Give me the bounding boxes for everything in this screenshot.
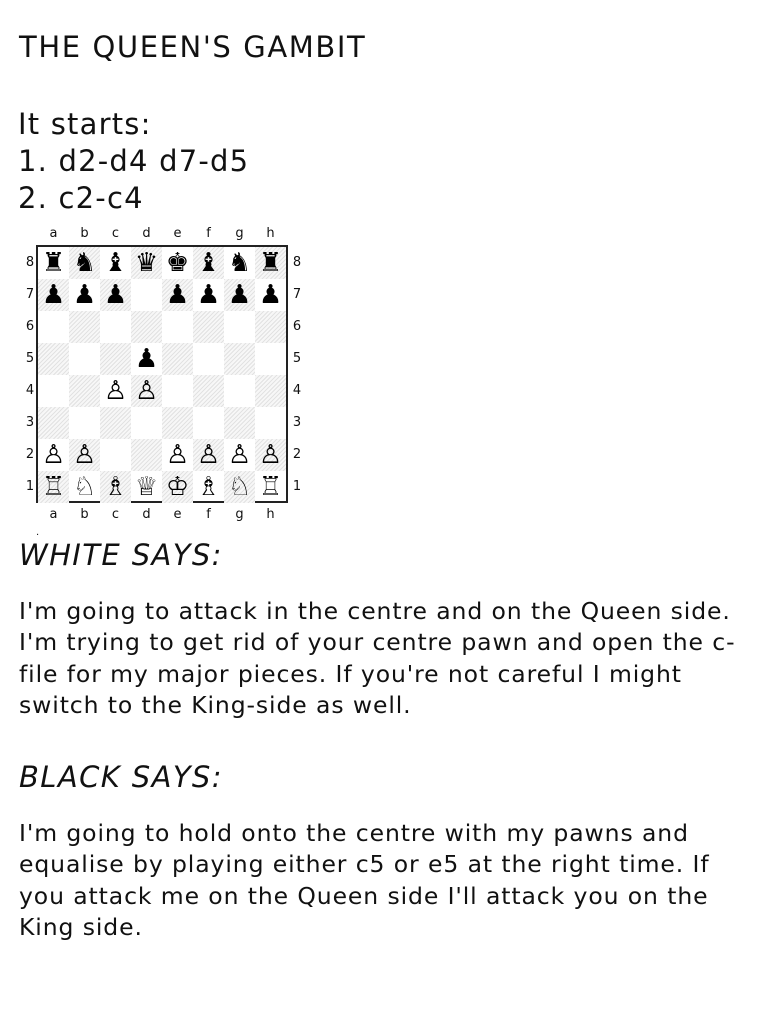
white-pawn-icon: ♙ [103, 376, 128, 406]
white-pawn-icon: ♙ [41, 440, 66, 470]
file-label-f-bottom: f [206, 507, 211, 522]
square-b4 [69, 375, 100, 407]
square-e1 [162, 471, 193, 503]
white-queen-icon: ♕ [134, 472, 159, 502]
square-d4 [131, 375, 162, 407]
rank-label-1-left: 1 [25, 479, 35, 494]
square-e5 [162, 343, 193, 375]
black-queen-icon: ♛ [134, 248, 159, 278]
black-pawn-icon: ♟ [165, 280, 190, 310]
rank-label-4-left: 4 [25, 383, 35, 398]
square-a1 [38, 471, 69, 503]
white-says-heading: WHITE SAYS: [19, 538, 223, 572]
file-label-h-top: h [266, 226, 275, 241]
square-d1 [131, 471, 162, 503]
square-e2 [162, 439, 193, 471]
file-label-a-bottom: a [49, 507, 58, 522]
file-label-c-top: c [111, 226, 120, 241]
black-rook-icon: ♜ [258, 248, 283, 278]
square-a2 [38, 439, 69, 471]
intro-line: It starts: [18, 107, 152, 141]
black-says-heading: BLACK SAYS: [19, 760, 223, 794]
black-bishop-icon: ♝ [196, 248, 221, 278]
square-g2 [224, 439, 255, 471]
square-d3 [131, 407, 162, 439]
square-b3 [69, 407, 100, 439]
square-a3 [38, 407, 69, 439]
rank-label-2-left: 2 [25, 447, 35, 462]
square-g8 [224, 247, 255, 279]
square-c3 [100, 407, 131, 439]
square-g1 [224, 471, 255, 503]
square-c6 [100, 311, 131, 343]
square-h4 [255, 375, 286, 407]
square-b5 [69, 343, 100, 375]
white-pawn-icon: ♙ [134, 376, 159, 406]
file-label-f-top: f [206, 226, 211, 241]
file-label-e-bottom: e [173, 507, 182, 522]
square-d6 [131, 311, 162, 343]
square-c7 [100, 279, 131, 311]
square-g4 [224, 375, 255, 407]
square-d5 [131, 343, 162, 375]
black-rook-icon: ♜ [41, 248, 66, 278]
black-pawn-icon: ♟ [103, 280, 128, 310]
square-h7 [255, 279, 286, 311]
square-e3 [162, 407, 193, 439]
file-label-a-top: a [49, 226, 58, 241]
white-pawn-icon: ♙ [258, 440, 283, 470]
black-pawn-icon: ♟ [72, 280, 97, 310]
square-e7 [162, 279, 193, 311]
rank-label-1-right: 1 [292, 479, 302, 494]
rank-label-7-right: 7 [292, 287, 302, 302]
square-d7 [131, 279, 162, 311]
square-f4 [193, 375, 224, 407]
file-label-d-bottom: d [142, 507, 151, 522]
square-f8 [193, 247, 224, 279]
square-f3 [193, 407, 224, 439]
white-knight-icon: ♘ [227, 472, 252, 502]
black-says-text: I'm going to hold onto the centre with my pawns and equalise by playing either c5 or e5 at the right time. If you attack me on the Queen side I'll attack you on the King side. [19, 819, 710, 941]
square-c5 [100, 343, 131, 375]
rank-label-8-left: 8 [25, 255, 35, 270]
square-d8 [131, 247, 162, 279]
square-f2 [193, 439, 224, 471]
square-f5 [193, 343, 224, 375]
square-g3 [224, 407, 255, 439]
square-f6 [193, 311, 224, 343]
square-h6 [255, 311, 286, 343]
file-label-g-bottom: g [235, 507, 244, 522]
square-a7 [38, 279, 69, 311]
square-h1 [255, 471, 286, 503]
square-b8 [69, 247, 100, 279]
square-c4 [100, 375, 131, 407]
white-king-icon: ♔ [165, 472, 190, 502]
rank-label-6-right: 6 [292, 319, 302, 334]
rank-label-4-right: 4 [292, 383, 302, 398]
black-pawn-icon: ♟ [258, 280, 283, 310]
white-bishop-icon: ♗ [196, 472, 221, 502]
white-knight-icon: ♘ [72, 472, 97, 502]
white-pawn-icon: ♙ [72, 440, 97, 470]
chess-diagram [18, 225, 308, 525]
square-f7 [193, 279, 224, 311]
file-label-h-bottom: h [266, 507, 275, 522]
white-pawn-icon: ♙ [227, 440, 252, 470]
opening-moves [18, 106, 249, 217]
file-label-g-top: g [235, 226, 244, 241]
white-rook-icon: ♖ [258, 472, 283, 502]
black-king-icon: ♚ [165, 248, 190, 278]
rank-label-5-right: 5 [292, 351, 302, 366]
file-label-c-bottom: c [111, 507, 120, 522]
rank-label-8-right: 8 [292, 255, 302, 270]
black-pawn-icon: ♟ [227, 280, 252, 310]
square-h3 [255, 407, 286, 439]
black-knight-icon: ♞ [72, 248, 97, 278]
rank-label-3-left: 3 [25, 415, 35, 430]
page-title: THE QUEEN'S GAMBIT [19, 30, 367, 64]
square-g7 [224, 279, 255, 311]
square-b7 [69, 279, 100, 311]
rank-label-2-right: 2 [292, 447, 302, 462]
square-e8 [162, 247, 193, 279]
square-h8 [255, 247, 286, 279]
square-f1 [193, 471, 224, 503]
black-pawn-icon: ♟ [41, 280, 66, 310]
square-e6 [162, 311, 193, 343]
file-label-b-top: b [80, 226, 89, 241]
square-a5 [38, 343, 69, 375]
square-h5 [255, 343, 286, 375]
square-c8 [100, 247, 131, 279]
black-bishop-icon: ♝ [103, 248, 128, 278]
white-bishop-icon: ♗ [103, 472, 128, 502]
move-line-1: 1. d2-d4 d7-d5 [18, 144, 250, 178]
square-b2 [69, 439, 100, 471]
square-c1 [100, 471, 131, 503]
square-g5 [224, 343, 255, 375]
square-b1 [69, 471, 100, 503]
square-a4 [38, 375, 69, 407]
square-d2 [131, 439, 162, 471]
square-g6 [224, 311, 255, 343]
white-pawn-icon: ♙ [196, 440, 221, 470]
file-label-e-top: e [173, 226, 182, 241]
stray-mark: . [36, 527, 40, 538]
file-label-b-bottom: b [80, 507, 89, 522]
square-a6 [38, 311, 69, 343]
chess-board [36, 245, 288, 503]
square-b6 [69, 311, 100, 343]
move-line-2: 2. c2-c4 [18, 181, 144, 215]
file-label-d-top: d [142, 226, 151, 241]
rank-label-5-left: 5 [25, 351, 35, 366]
square-h2 [255, 439, 286, 471]
white-pawn-icon: ♙ [165, 440, 190, 470]
rank-label-7-left: 7 [25, 287, 35, 302]
white-rook-icon: ♖ [41, 472, 66, 502]
rank-label-6-left: 6 [25, 319, 35, 334]
square-c2 [100, 439, 131, 471]
square-a8 [38, 247, 69, 279]
white-says-text: I'm going to attack in the centre and on the Queen side. I'm trying to get rid of your centre pawn and open the c-file for my major pieces. If you're not careful I might switch to the King-side as well. [19, 597, 736, 719]
rank-label-3-right: 3 [292, 415, 302, 430]
black-knight-icon: ♞ [227, 248, 252, 278]
black-pawn-icon: ♟ [196, 280, 221, 310]
black-pawn-icon: ♟ [134, 344, 159, 374]
square-e4 [162, 375, 193, 407]
